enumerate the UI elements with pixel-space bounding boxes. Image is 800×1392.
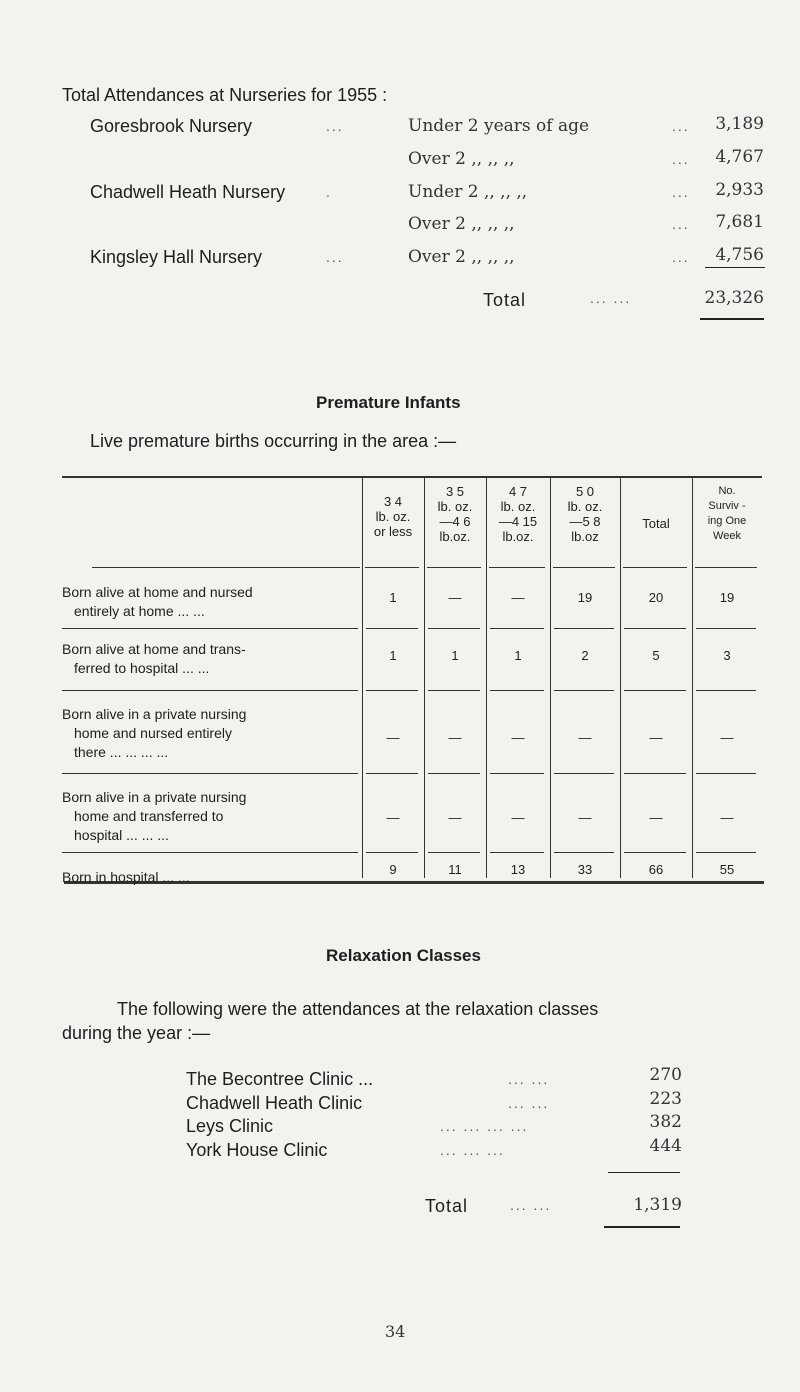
- row-separator: [366, 628, 418, 629]
- relaxation-subtotal-rule: [608, 1172, 680, 1173]
- row-separator: [624, 628, 686, 629]
- relaxation-total-rule: [604, 1226, 680, 1228]
- row-separator: [696, 773, 756, 774]
- row-label: [62, 583, 358, 621]
- table-cell: —: [720, 730, 734, 745]
- table-cell: —: [720, 810, 734, 825]
- relaxation-total-value: 1,319: [633, 1195, 682, 1215]
- table-cell: 1: [389, 590, 397, 605]
- nursery-age-group: Under 2 years of age: [408, 116, 590, 136]
- row-separator: [490, 628, 544, 629]
- nursery-age-group: Over 2 ,, ,, ,,: [408, 149, 515, 169]
- nursery-value-dots: ...: [672, 151, 690, 167]
- column-header: [550, 484, 620, 544]
- column-header-line: —5 8: [569, 514, 601, 529]
- row-separator: [62, 690, 358, 691]
- clinic-dots: ... ... ... ...: [440, 1118, 529, 1134]
- column-header-line: 3 4: [383, 494, 403, 509]
- row-separator: [428, 773, 480, 774]
- column-header-line: Surviv -: [708, 500, 746, 512]
- table-cell: —: [511, 810, 525, 825]
- column-header: [486, 484, 550, 544]
- nursery-value-dots: ...: [672, 118, 690, 134]
- row-separator: [62, 773, 358, 774]
- row-label: [62, 788, 358, 845]
- column-header-line: —4 15: [498, 514, 538, 529]
- nursery-attendance-value: 4,767: [715, 147, 764, 167]
- table-cell: 1: [389, 648, 397, 663]
- header-underline: [92, 567, 360, 568]
- nursery-attendance-value: 2,933: [715, 180, 764, 200]
- nursery-name: Kingsley Hall Nursery: [90, 247, 263, 267]
- row-separator: [624, 852, 686, 853]
- header-underline: [623, 567, 687, 568]
- column-header-line: lb. oz.: [437, 499, 473, 514]
- table-cell: 19: [719, 590, 735, 605]
- header-underline: [553, 567, 615, 568]
- page-number: 34: [385, 1322, 406, 1341]
- column-header-line: 5 0: [575, 484, 595, 499]
- header-underline: [489, 567, 545, 568]
- nursery-age-group: Over 2 ,, ,, ,,: [408, 214, 515, 234]
- row-separator: [554, 628, 614, 629]
- nursery-value-dots: ...: [672, 249, 690, 265]
- premature-title: Premature Infants: [316, 393, 461, 412]
- column-header: [620, 516, 692, 531]
- table-cell: 3: [723, 648, 731, 663]
- row-label-line: there ... ... ... ...: [74, 744, 169, 760]
- row-separator: [428, 852, 480, 853]
- table-cell: —: [448, 590, 462, 605]
- header-underline: [695, 567, 757, 568]
- nurseries-heading: Total Attendances at Nurseries for 1955 :: [62, 85, 388, 105]
- table-cell: 19: [577, 590, 593, 605]
- row-label-line: Born alive in a private nursing: [62, 789, 247, 805]
- table-cell: —: [578, 810, 592, 825]
- nurseries-total-label: Total: [483, 290, 527, 310]
- table-top-rule: [62, 476, 762, 478]
- table-cell: 1: [451, 648, 459, 663]
- row-separator: [366, 690, 418, 691]
- clinic-attendance-value: 444: [649, 1136, 682, 1156]
- row-separator: [624, 773, 686, 774]
- row-label: [62, 705, 358, 762]
- nursery-leader-dots: ...: [326, 249, 344, 265]
- nursery-name: Chadwell Heath Nursery: [90, 182, 286, 202]
- row-label-line: home and transferred to: [74, 808, 224, 824]
- clinic-name: Leys Clinic: [186, 1116, 274, 1136]
- row-label-line: ferred to hospital ... ...: [74, 660, 210, 676]
- table-cell: 9: [389, 862, 397, 877]
- nursery-name: Goresbrook Nursery: [90, 116, 253, 136]
- clinic-name: The Becontree Clinic ...: [186, 1069, 374, 1089]
- relaxation-total-dots: ... ...: [510, 1197, 552, 1213]
- nursery-attendance-value: 4,756: [715, 245, 764, 265]
- row-separator: [554, 852, 614, 853]
- row-label-line: home and nursed entirely: [74, 725, 232, 741]
- row-separator: [696, 628, 756, 629]
- column-header-line: 4 7: [508, 484, 528, 499]
- header-underline: [427, 567, 481, 568]
- nursery-age-group: Over 2 ,, ,, ,,: [408, 247, 515, 267]
- column-header-line: lb. oz.: [375, 509, 411, 524]
- column-header-line: lb.oz: [571, 529, 599, 544]
- table-cell: —: [578, 730, 592, 745]
- clinic-attendance-value: 223: [649, 1089, 682, 1109]
- table-cell: —: [511, 590, 525, 605]
- column-header: [424, 484, 486, 544]
- row-label-line: hospital ... ... ...: [74, 827, 169, 843]
- relaxation-intro-line1: The following were the attendances at the relaxation classes: [117, 999, 599, 1019]
- relaxation-title: Relaxation Classes: [326, 946, 481, 965]
- clinic-dots: ... ...: [508, 1071, 550, 1087]
- row-label-line: entirely at home ... ...: [74, 603, 205, 619]
- premature-intro: Live premature births occurring in the area :—: [90, 431, 457, 451]
- column-header-line: Week: [713, 530, 741, 542]
- relaxation-intro-line2: during the year :—: [62, 1023, 211, 1043]
- nursery-attendance-value: 7,681: [715, 212, 764, 232]
- column-header-line: ing One: [707, 515, 747, 527]
- column-header-line: Total: [642, 516, 670, 531]
- column-header-line: lb. oz.: [500, 499, 536, 514]
- clinic-dots: ... ... ...: [440, 1142, 505, 1158]
- nurseries-total-dots: ... ...: [590, 290, 632, 306]
- row-label-line: Born alive in a private nursing: [62, 706, 247, 722]
- column-header-line: lb. oz.: [567, 499, 603, 514]
- row-separator: [62, 852, 358, 853]
- nursery-attendance-value: 3,189: [715, 114, 764, 134]
- row-separator: [554, 690, 614, 691]
- table-cell: —: [649, 730, 663, 745]
- row-separator: [366, 773, 418, 774]
- nursery-value-dots: ...: [672, 184, 690, 200]
- row-separator: [62, 628, 358, 629]
- row-label: [62, 868, 358, 887]
- row-separator: [696, 852, 756, 853]
- table-cell: —: [649, 810, 663, 825]
- clinic-name: Chadwell Heath Clinic: [186, 1093, 363, 1113]
- nursery-leader-dots: ...: [326, 118, 344, 134]
- row-separator: [490, 852, 544, 853]
- clinic-name: York House Clinic: [186, 1140, 328, 1160]
- table-cell: 55: [719, 862, 735, 877]
- row-separator: [490, 773, 544, 774]
- table-cell: —: [448, 730, 462, 745]
- nursery-age-group: Under 2 ,, ,, ,,: [408, 182, 528, 202]
- table-cell: —: [386, 730, 400, 745]
- row-separator: [428, 690, 480, 691]
- header-underline: [365, 567, 419, 568]
- row-label-line: Born in hospital ... ...: [62, 869, 190, 885]
- column-header-line: lb.oz.: [439, 529, 471, 544]
- column-header: [362, 494, 424, 539]
- table-cell: —: [511, 730, 525, 745]
- row-separator: [490, 690, 544, 691]
- table-cell: 1: [514, 648, 522, 663]
- column-header-line: No.: [718, 485, 736, 497]
- row-label-line: Born alive at home and trans-: [62, 641, 246, 657]
- table-cell: 33: [577, 862, 593, 877]
- table-cell: —: [448, 810, 462, 825]
- column-header-line: lb.oz.: [502, 529, 534, 544]
- nursery-leader-dots: .: [326, 184, 332, 200]
- row-label-line: Born alive at home and nursed: [62, 584, 253, 600]
- column-header-line: or less: [373, 524, 413, 539]
- table-cell: 66: [648, 862, 664, 877]
- row-label: [62, 640, 358, 678]
- nurseries-total-value: 23,326: [704, 288, 764, 308]
- column-header-line: 3 5: [445, 484, 465, 499]
- relaxation-total-label: Total: [425, 1196, 469, 1216]
- column-header: [692, 484, 762, 544]
- table-cell: 5: [652, 648, 660, 663]
- table-cell: 11: [448, 862, 462, 877]
- table-cell: —: [386, 810, 400, 825]
- row-separator: [428, 628, 480, 629]
- nursery-value-dots: ...: [672, 216, 690, 232]
- row-separator: [696, 690, 756, 691]
- table-cell: 20: [648, 590, 664, 605]
- clinic-attendance-value: 270: [649, 1065, 682, 1085]
- column-header-line: —4 6: [439, 514, 471, 529]
- clinic-dots: ... ...: [508, 1095, 550, 1111]
- row-separator: [366, 852, 418, 853]
- row-separator: [624, 690, 686, 691]
- clinic-attendance-value: 382: [649, 1112, 682, 1132]
- row-separator: [554, 773, 614, 774]
- table-cell: 2: [581, 648, 589, 663]
- table-cell: 13: [510, 862, 526, 877]
